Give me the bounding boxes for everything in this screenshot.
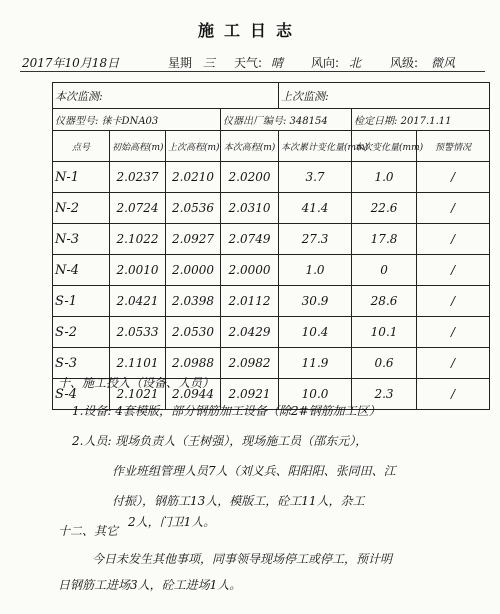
cumulative-change: 10.0	[279, 379, 352, 410]
table-row	[53, 317, 490, 348]
instrument-info-row	[53, 109, 490, 131]
section-12-heading: 十二、其它	[58, 524, 119, 538]
current-elevation: 2.0749	[221, 224, 279, 255]
initial-elevation: 2.0724	[110, 193, 166, 224]
column-header: 上次高程(m)	[166, 131, 221, 162]
warning-status: /	[417, 162, 490, 193]
previous-elevation: 2.0927	[166, 224, 221, 255]
current-elevation: 2.0982	[221, 348, 279, 379]
initial-elevation: 2.1021	[110, 379, 166, 410]
warning-status: /	[417, 317, 490, 348]
warning-status: /	[417, 255, 490, 286]
calibration-date: 检定日期: 2017.1.11	[352, 109, 490, 131]
weekday-value: 三	[203, 56, 216, 70]
wind-level-label: 风级:	[390, 56, 419, 70]
column-header: 本次累计变化量(mm)	[279, 131, 352, 162]
cumulative-change: 10.4	[279, 317, 352, 348]
wind-direction-label: 风向:	[311, 56, 340, 70]
current-elevation: 2.0112	[221, 286, 279, 317]
weather-label: 天气:	[234, 56, 263, 70]
page-title: 施工日志	[197, 21, 302, 40]
point-id: N-4	[53, 255, 110, 286]
current-change: 28.6	[352, 286, 417, 317]
column-header-row	[53, 131, 490, 162]
initial-elevation: 2.0237	[110, 162, 166, 193]
personnel-note-line3: 付振），钢筋工13人，模版工，砼工11人，杂工	[112, 494, 365, 508]
initial-elevation: 2.0010	[110, 255, 166, 286]
current-change: 0	[352, 255, 417, 286]
current-change: 17.8	[352, 224, 417, 255]
previous-elevation: 2.0530	[166, 317, 221, 348]
table-row	[53, 255, 490, 286]
point-id: N-1	[53, 162, 110, 193]
column-header: 点号	[53, 131, 110, 162]
point-id: S-3	[53, 348, 110, 379]
cumulative-change: 41.4	[279, 193, 352, 224]
previous-elevation: 2.0000	[166, 255, 221, 286]
current-elevation: 2.0921	[221, 379, 279, 410]
previous-elevation: 2.0398	[166, 286, 221, 317]
instrument-serial: 仪器出厂编号: 348154	[221, 109, 352, 131]
equipment-note: 1.设备: 4套模版，部分钢筋加工设备（除2#钢筋加工区）	[72, 404, 381, 418]
cumulative-change: 11.9	[279, 348, 352, 379]
cumulative-change: 3.7	[279, 162, 352, 193]
weekday-label: 星期	[168, 56, 193, 70]
wind-level-value: 微风	[431, 56, 456, 70]
weather-value: 晴	[271, 56, 284, 70]
initial-elevation: 2.1101	[110, 348, 166, 379]
current-change: 0.6	[352, 348, 417, 379]
warning-status: /	[417, 224, 490, 255]
table-row	[53, 162, 490, 193]
current-monitoring-label: 本次监测:	[53, 83, 279, 109]
previous-monitoring-label: 上次监测:	[279, 83, 490, 109]
personnel-note-line4: 2人，门卫1人。	[128, 515, 216, 529]
column-header: 本次高程(m)	[221, 131, 279, 162]
wind-direction-value: 北	[349, 56, 362, 70]
initial-elevation: 2.1022	[110, 224, 166, 255]
warning-status: /	[417, 348, 490, 379]
initial-elevation: 2.0533	[110, 317, 166, 348]
instrument-model: 仪器型号: 徕卡DNA03	[53, 109, 221, 131]
column-header: 本次变化量(mm)	[352, 131, 417, 162]
current-change: 2.3	[352, 379, 417, 410]
warning-status: /	[417, 193, 490, 224]
warning-status: /	[417, 379, 490, 410]
point-id: N-2	[53, 193, 110, 224]
personnel-note-line2: 作业班组管理人员7人（刘义兵、阳阳阳、张同田、江	[112, 464, 396, 478]
date-weather-line	[20, 52, 485, 72]
current-elevation: 2.0000	[221, 255, 279, 286]
point-id: S-2	[53, 317, 110, 348]
previous-elevation: 2.0988	[166, 348, 221, 379]
monitoring-header-row	[53, 83, 490, 109]
column-header: 初始高程(m)	[110, 131, 166, 162]
current-elevation: 2.0200	[221, 162, 279, 193]
column-header: 预警情况	[417, 131, 490, 162]
point-id: S-4	[53, 379, 110, 410]
point-id: N-3	[53, 224, 110, 255]
previous-elevation: 2.0536	[166, 193, 221, 224]
table-row	[53, 348, 490, 379]
current-change: 10.1	[352, 317, 417, 348]
table-row	[53, 224, 490, 255]
warning-status: /	[417, 286, 490, 317]
personnel-note-line1: 2.人员: 现场负责人（王树强），现场施工员（邵东元），	[72, 434, 368, 448]
settlement-table	[52, 82, 490, 410]
other-note-line2: 日钢筋工进场3人，砼工进场1人。	[58, 578, 242, 592]
log-date: 2017年10月18日	[22, 56, 120, 70]
current-elevation: 2.0429	[221, 317, 279, 348]
cumulative-change: 27.3	[279, 224, 352, 255]
cumulative-change: 1.0	[279, 255, 352, 286]
other-note-line1: 今日未发生其他事项，同事领导现场停工或停工，预计明	[92, 552, 393, 566]
current-change: 22.6	[352, 193, 417, 224]
table-row	[53, 193, 490, 224]
section-11-heading: 十、施工投入（设备、人员）	[58, 376, 215, 390]
table-row	[53, 286, 490, 317]
previous-elevation: 2.0944	[166, 379, 221, 410]
cumulative-change: 30.9	[279, 286, 352, 317]
point-id: S-1	[53, 286, 110, 317]
current-elevation: 2.0310	[221, 193, 279, 224]
current-change: 1.0	[352, 162, 417, 193]
initial-elevation: 2.0421	[110, 286, 166, 317]
previous-elevation: 2.0210	[166, 162, 221, 193]
